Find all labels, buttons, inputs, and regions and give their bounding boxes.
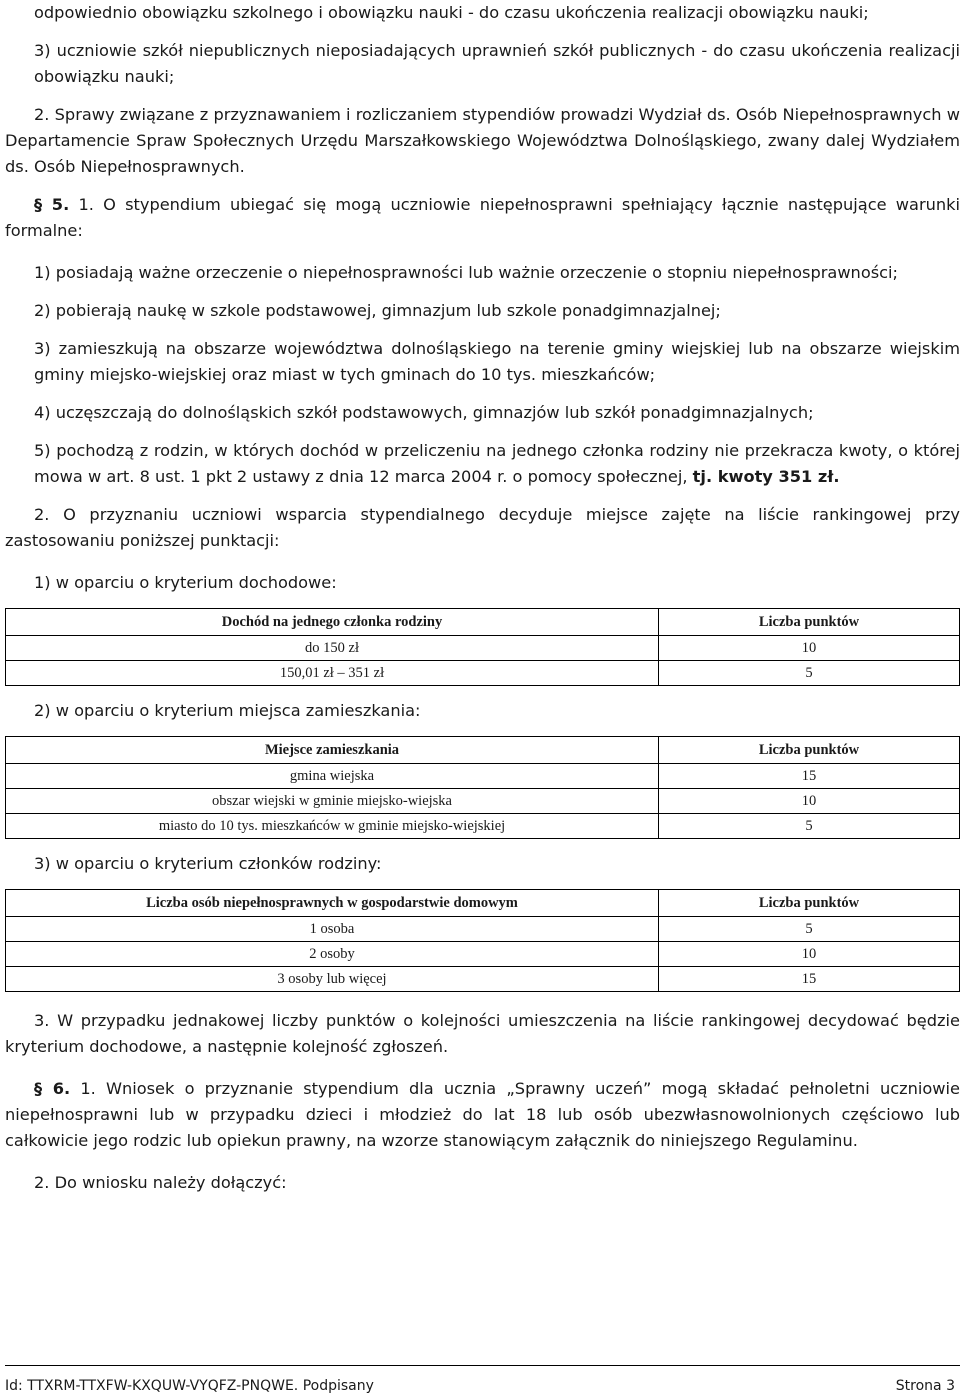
income-points-table xyxy=(5,608,960,686)
section-6-heading: § 6. xyxy=(34,1079,71,1098)
table-cell: 10 xyxy=(659,789,960,814)
table-cell: 15 xyxy=(659,967,960,992)
condition-item-5-amount: tj. kwoty 351 zł. xyxy=(692,467,840,486)
footer-divider xyxy=(5,1365,960,1366)
condition-item-4: 4) uczęszczają do dolnośląskich szkół podstawowych, gimnazjów lub szkół ponadgimnazjalnych; xyxy=(34,403,814,422)
paragraph-sec5-1 xyxy=(5,192,960,244)
table-row xyxy=(6,789,960,814)
table-row xyxy=(6,917,960,942)
table-header-cell: Dochód na jednego członka rodziny xyxy=(6,609,659,636)
page-number: Strona 3 xyxy=(895,1378,955,1394)
paragraph-sec6-2: 2. Do wniosku należy dołączyć: xyxy=(34,1173,287,1192)
condition-item-5-text: 5) pochodzą z rodzin, w których dochód w przeliczeniu na jednego członka rodziny nie przekracza kwoty, o której mowa w art. 8 ust. 1 pkt 2 ustawy z dnia 12 marca 2004 r. o pomocy społecznej, xyxy=(34,441,960,486)
residence-points-table xyxy=(5,736,960,839)
table-header-row xyxy=(6,890,960,917)
table-cell: 5 xyxy=(659,917,960,942)
condition-item-3: 3) zamieszkują na obszarze województwa dolnośląskiego na terenie gminy wiejskiej lub na obszarze wiejskim gminy miejsko-wiejskiej oraz miast w tych gminach do 10 tys. mieszkańców; xyxy=(34,339,960,384)
paragraph-sec5-2: 2. O przyznaniu uczniowi wsparcia stypendialnego decyduje miejsce zajęte na liście rankingowej przy zastosowaniu poniższej punktacji: xyxy=(5,505,960,550)
document-page xyxy=(5,0,960,1196)
sec5-point1-text: 1. O stypendium ubiegać się mogą uczniowie niepełnosprawni spełniający łącznie następujące warunki formalne: xyxy=(5,195,960,240)
section-5-heading: § 5. xyxy=(34,195,70,214)
paragraph-sec5-3: 3. W przypadku jednakowej liczby punktów o kolejności umieszczenia na liście rankingowej decydować będzie kryterium dochodowe, a następnie kolejność zgłoszeń. xyxy=(5,1011,960,1056)
table-row xyxy=(6,942,960,967)
table-cell: obszar wiejski w gminie miejsko-wiejska xyxy=(6,789,659,814)
paragraph-sec4-2: 2. Sprawy związane z przyznawaniem i rozliczaniem stypendiów prowadzi Wydział ds. Osób Niepełnosprawnych w Departamencie Spraw Społecznych Urzędu Marszałkowskiego Województwa Dolnośląskiego, zwany dalej Wydziałem ds. Osób Niepełnosprawnych. xyxy=(5,105,960,176)
condition-item-2: 2) pobierają naukę w szkole podstawowej, gimnazjum lub szkole ponadgimnazjalnej; xyxy=(34,301,721,320)
table-cell: 3 osoby lub więcej xyxy=(6,967,659,992)
table-row xyxy=(6,967,960,992)
condition-item-1: 1) posiadają ważne orzeczenie o niepełnosprawności lub ważnie orzeczenie o stopniu niepełnosprawności; xyxy=(34,263,899,282)
table-header-cell: Liczba punktów xyxy=(659,609,960,636)
document-id: Id: TTXRM-TTXFW-KXQUW-VYQFZ-PNQWE. Podpisany xyxy=(5,1378,374,1394)
criterion-3-label: 3) w oparciu o kryterium członków rodziny: xyxy=(34,854,382,873)
family-points-table xyxy=(5,889,960,992)
table-cell: 5 xyxy=(659,661,960,686)
paragraph-item-3: 3) uczniowie szkół niepublicznych nieposiadających uprawnień szkół publicznych - do czasu ukończenia realizacji obowiązku nauki; xyxy=(34,41,960,86)
table-cell: 2 osoby xyxy=(6,942,659,967)
table-cell: 150,01 zł – 351 zł xyxy=(6,661,659,686)
table-cell: 1 osoba xyxy=(6,917,659,942)
table-header-cell: Miejsce zamieszkania xyxy=(6,737,659,764)
condition-item-5 xyxy=(5,438,960,490)
sec6-point1-text: 1. Wniosek o przyznanie stypendium dla ucznia „Sprawny uczeń” mogą składać pełnoletni uczniowie niepełnosprawni lub w przypadku dzieci i młodzież do lat 18 lub osób ubezwłasnowolnionych częściowo lub całkowicie jego rodzic lub opiekun prawny, na wzorze stanowiącym załącznik do niniejszego Regulaminu. xyxy=(5,1079,960,1150)
table-cell: do 150 zł xyxy=(6,636,659,661)
table-cell: miasto do 10 tys. mieszkańców w gminie miejsko-wiejskiej xyxy=(6,814,659,839)
page-footer xyxy=(5,1376,955,1396)
table-cell: 10 xyxy=(659,636,960,661)
table-cell: gmina wiejska xyxy=(6,764,659,789)
table-row xyxy=(6,636,960,661)
table-row xyxy=(6,764,960,789)
table-header-cell: Liczba punktów xyxy=(659,737,960,764)
table-cell: 15 xyxy=(659,764,960,789)
table-cell: 5 xyxy=(659,814,960,839)
table-header-row xyxy=(6,737,960,764)
table-header-cell: Liczba punktów xyxy=(659,890,960,917)
criterion-2-label: 2) w oparciu o kryterium miejsca zamieszkania: xyxy=(34,701,421,720)
table-row xyxy=(6,814,960,839)
table-header-cell: Liczba osób niepełnosprawnych w gospodarstwie domowym xyxy=(6,890,659,917)
table-row xyxy=(6,661,960,686)
criterion-1-label: 1) w oparciu o kryterium dochodowe: xyxy=(34,573,337,592)
paragraph-continuation: odpowiednio obowiązku szkolnego i obowiązku nauki - do czasu ukończenia realizacji obowiązku nauki; xyxy=(34,3,869,22)
paragraph-sec6-1 xyxy=(5,1076,960,1154)
table-cell: 10 xyxy=(659,942,960,967)
table-header-row xyxy=(6,609,960,636)
